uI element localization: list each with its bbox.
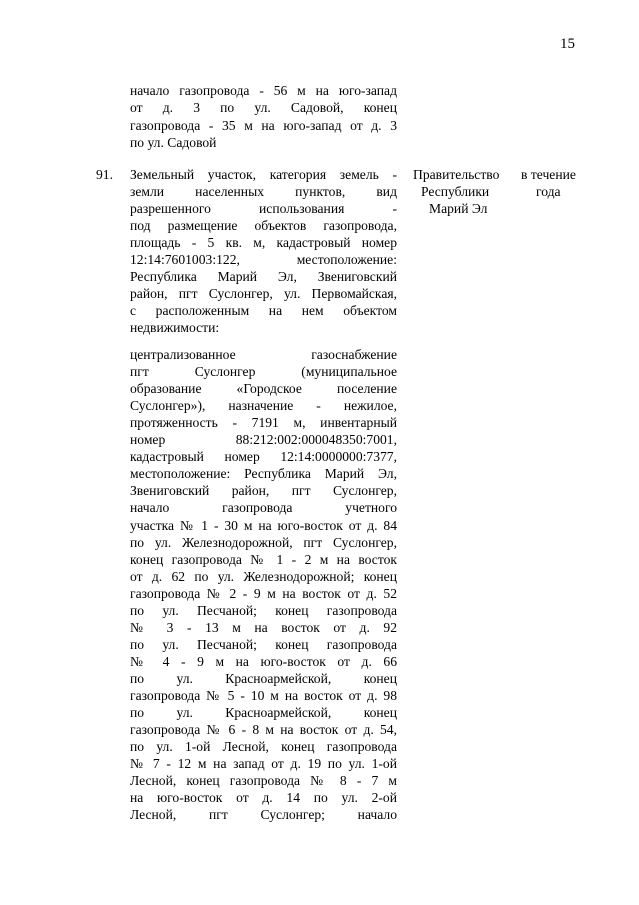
deadline-line-1: в течение [521,167,576,182]
page-number: 15 [560,36,575,52]
object-description-line: от д. 62 по ул. Железнодорожной; конец [130,568,397,584]
object-description-line: по ул. Железнодорожной, пгт Суслонгер, [130,534,397,550]
object-description-line: Суслонгер»), назначение - нежилое, [130,398,397,414]
item-description-line: земли населенных пунктов, вид [130,184,397,199]
object-description-line: пгт Суслонгер (муниципальное [130,364,397,380]
item-description-line: разрешенного использования - [130,201,397,216]
object-description-line: Лесной, пгт Суслонгер; начало [130,807,397,823]
object-description-line: кадастровый номер 12:14:0000000:7377, [130,449,397,465]
object-description-line: участка № 1 - 30 м на юго-восток от д. 84 [130,517,397,533]
object-description-line: № 4 - 9 м на юго-восток от д. 66 [130,653,397,669]
item-description-line: район, пгт Суслонгер, ул. Первомайская, [130,286,397,301]
object-description-line: протяженность - 7191 м, инвентарный [130,415,397,431]
object-description-line: по ул. Песчаной; конец газопровода [130,636,397,652]
deadline-line-2: года [536,184,561,199]
object-description-line: газопровода № 6 - 8 м на восток от д. 54, [130,722,397,738]
object-description-line: Звениговский район, пгт Суслонгер, [130,483,397,499]
item-description-line: с расположенным на нем объектом [130,303,397,318]
text-line: по ул. Садовой [130,134,217,150]
item-description-line: Земельный участок, категория земель - [130,167,397,182]
text-line: газопровода - 35 м на юго-запад от д. 3 [130,117,397,133]
responsible-line-3: Марий Эл [429,201,488,216]
object-description-line: по ул. Красноармейской, конец [130,705,397,721]
object-description-line: по ул. Красноармейской, конец [130,670,397,686]
item-number: 91. [96,167,113,182]
object-description-line: централизованное газоснабжение [130,347,397,362]
item-description-line: под размещение объектов газопровода, [130,218,397,233]
item-description-line: недвижимости: [130,320,220,335]
responsible-line-2: Республики [421,184,490,199]
object-description-line: начало газопровода учетного [130,500,397,516]
item-description-line: площадь - 5 кв. м, кадастровый номер [130,235,397,250]
item-description-line: 12:14:7601003:122, местоположение: [130,252,397,267]
object-description-line: на юго-восток от д. 14 по ул. 2-ой [130,790,397,806]
object-description-line: газопровода № 2 - 9 м на восток от д. 52 [130,585,397,601]
object-description-line: по ул. 1-ой Лесной, конец газопровода [130,739,397,755]
object-description-line: Лесной, конец газопровода № 8 - 7 м [130,773,397,789]
responsible-line-1: Правительство [413,167,500,182]
object-description-line: номер 88:212:002:000048350:7001, [130,432,397,448]
object-description-line: местоположение: Республика Марий Эл, [130,466,397,482]
object-description-line: газопровода № 5 - 10 м на восток от д. 98 [130,688,397,703]
object-description-line: по ул. Песчаной; конец газопровода [130,602,397,618]
object-description-line: конец газопровода № 1 - 2 м на восток [130,551,397,567]
item-description-line: Республика Марий Эл, Звениговский [130,269,397,284]
object-description-line: № 3 - 13 м на восток от д. 92 [130,619,397,635]
text-line: от д. 3 по ул. Садовой, конец [130,100,397,116]
text-line: начало газопровода - 56 м на юго-запад [130,83,397,98]
object-description-line: № 7 - 12 м на запад от д. 19 по ул. 1-ой [130,756,397,772]
object-description-line: образование «Городское поселение [130,381,397,397]
